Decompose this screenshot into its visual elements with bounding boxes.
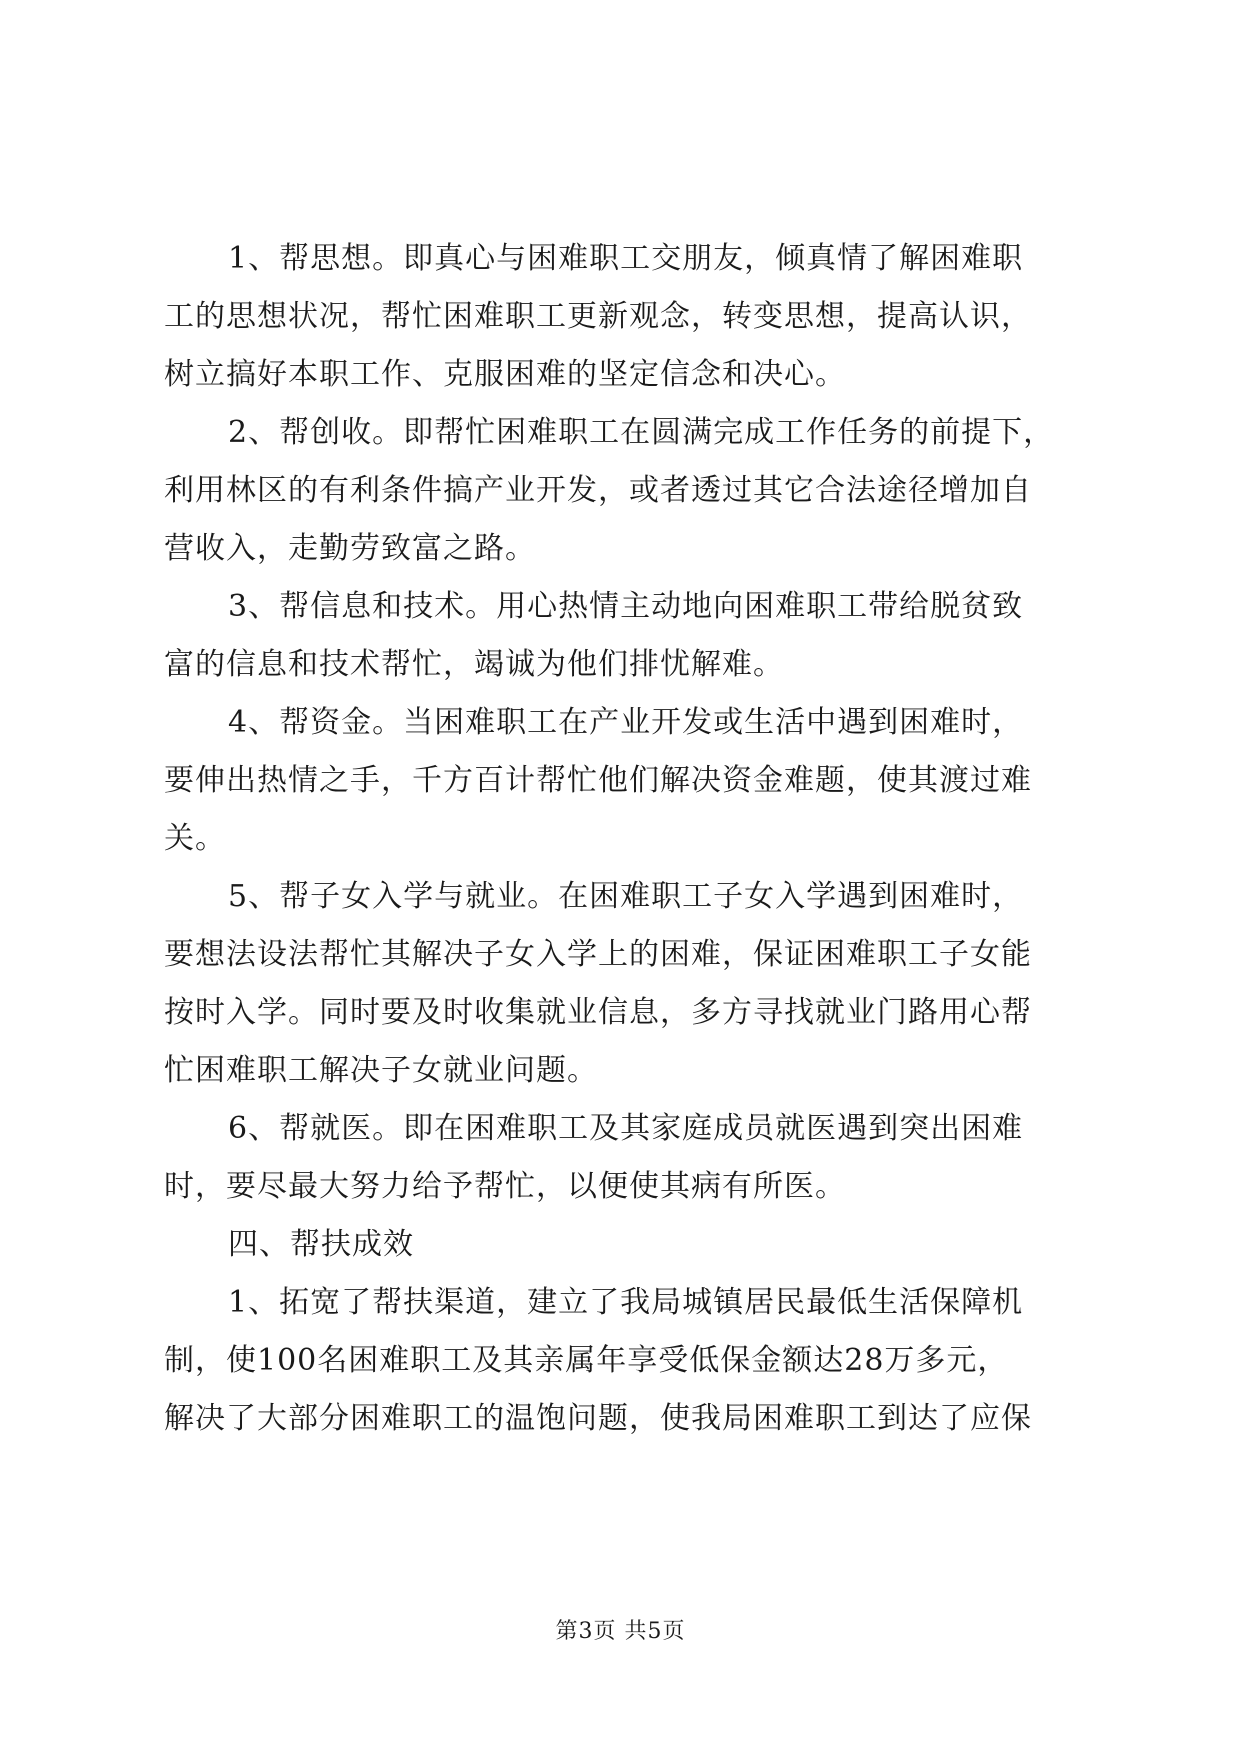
paragraph-help-info-tech	[164, 578, 1084, 694]
paragraph-help-income	[164, 404, 1084, 578]
paragraph-line: 工的思想状况，帮忙困难职工更新观念，转变思想，提高认识，	[164, 299, 1032, 334]
paragraph-line: 1、帮思想。即真心与困难职工交朋友，倾真情了解困难职	[228, 241, 1024, 276]
page-number-footer: 第3页 共5页	[555, 1619, 686, 1644]
paragraph-line: 富的信息和技术帮忙，竭诚为他们排忧解难。	[164, 647, 784, 682]
document-body	[164, 230, 1084, 1448]
paragraph-line: 按时入学。同时要及时收集就业信息，多方寻找就业门路用心帮	[164, 995, 1032, 1030]
paragraph-line: 4、帮资金。当困难职工在产业开发或生活中遇到困难时，	[228, 705, 1024, 740]
paragraph-line: 要想法设法帮忙其解决子女入学上的困难，保证困难职工子女能	[164, 937, 1032, 972]
paragraph-line: 时，要尽最大努力给予帮忙，以便使其病有所医。	[164, 1169, 846, 1204]
paragraph-help-education-employment	[164, 868, 1084, 1100]
paragraph-line: 关。	[164, 821, 226, 856]
paragraph-line: 营收入，走勤劳致富之路。	[164, 531, 536, 566]
paragraph-line: 6、帮就医。即在困难职工及其家庭成员就医遇到突出困难	[228, 1111, 1024, 1146]
paragraph-line: 5、帮子女入学与就业。在困难职工子女入学遇到困难时，	[228, 879, 1024, 914]
section-heading: 四、帮扶成效	[228, 1227, 414, 1262]
paragraph-line: 3、帮信息和技术。用心热情主动地向困难职工带给脱贫致	[228, 589, 1024, 624]
paragraph-help-medical	[164, 1100, 1084, 1216]
paragraph-line: 要伸出热情之手，千方百计帮忙他们解决资金难题，使其渡过难	[164, 763, 1032, 798]
paragraph-results-1	[164, 1274, 1084, 1448]
paragraph-line: 解决了大部分困难职工的温饱问题，使我局困难职工到达了应保	[164, 1401, 1032, 1436]
paragraph-line: 1、拓宽了帮扶渠道，建立了我局城镇居民最低生活保障机	[228, 1285, 1024, 1320]
paragraph-line: 利用林区的有利条件搞产业开发，或者透过其它合法途径增加自	[164, 473, 1032, 508]
paragraph-line: 忙困难职工解决子女就业问题。	[164, 1053, 598, 1088]
paragraph-help-funds	[164, 694, 1084, 868]
section-heading-results	[164, 1216, 1084, 1274]
paragraph-line: 制，使100名困难职工及其亲属年享受低保金额达28万多元，	[164, 1343, 1009, 1378]
paragraph-help-thought	[164, 230, 1084, 404]
paragraph-line: 2、帮创收。即帮忙困难职工在圆满完成工作任务的前提下，	[228, 415, 1055, 450]
paragraph-line: 树立搞好本职工作、克服困难的坚定信念和决心。	[164, 357, 846, 392]
